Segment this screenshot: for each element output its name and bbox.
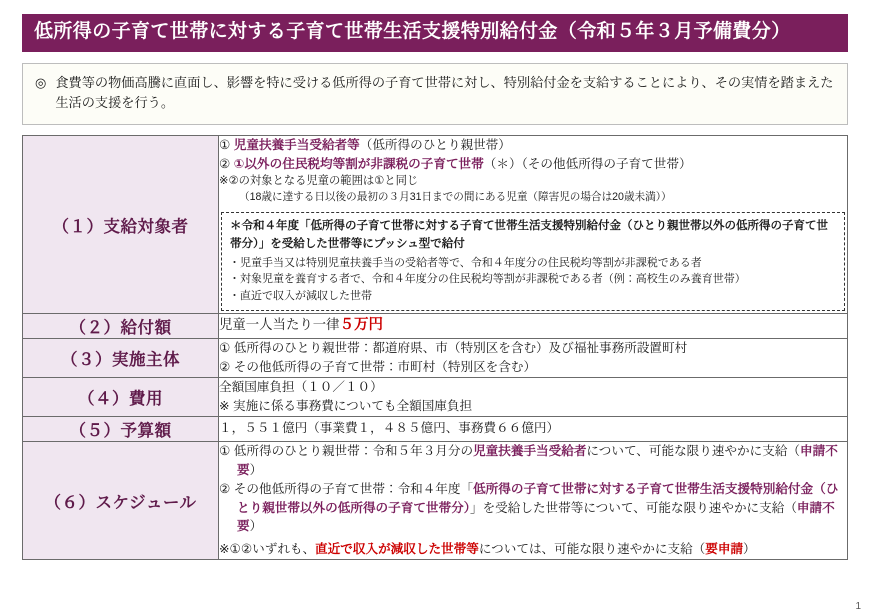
table-row	[23, 378, 848, 417]
budget-line-1: １，５５１億円（事業費１，４８５億円、事務費６６億円）	[219, 421, 560, 436]
schedule-text-3a: ※①②いずれも、	[219, 542, 316, 557]
cost-line-1: 全額国庫負担（１０／１０）	[219, 380, 383, 395]
row-content-cost	[219, 378, 848, 417]
schedule-text-2b: 」を受給した世帯等について、可能な限り速やかに支給（	[469, 500, 797, 515]
cost-line-2: ※ 実施に係る事務費についても全額国庫負担	[219, 398, 473, 413]
bullet-mark-icon: ◎	[35, 74, 47, 90]
schedule-text-1a: 低所得のひとり親世帯：令和５年３月分の	[233, 443, 474, 458]
page-title: 低所得の子育て世帯に対する子育て世帯生活支援特別給付金（令和５年３月予備費分）	[22, 14, 848, 52]
summary-table	[22, 135, 848, 561]
operator-line-2: ② その他低所得の子育て世帯：市町村（特別区を含む）	[219, 360, 537, 375]
row-content-operator	[219, 339, 848, 378]
schedule-item-1	[219, 442, 847, 480]
row-content-recipients	[219, 135, 848, 314]
lead-box	[22, 63, 848, 125]
amount-value: ５万円	[339, 317, 384, 334]
list-item: ・ 児童手当又は特別児童扶養手当の受給者等で、令和４年度分の住民税均等割が非課税である者	[230, 255, 837, 272]
recipient-rest-2: （＊）（その他低所得の子育て世帯）	[483, 156, 692, 171]
list-number: ②	[219, 481, 231, 496]
schedule-highlight-3a: 直近で収入が減収した世帯等	[315, 542, 479, 557]
page-number: 1	[855, 601, 861, 612]
lead-text: 食費等の物価高騰に直面し、影響を特に受ける低所得の子育て世帯に対し、特別給付金を支給することにより、その実情を踏まえた生活の支援を行う。	[55, 74, 834, 111]
row-content-budget	[219, 416, 848, 441]
row-label-budget: （５）予算額	[23, 416, 219, 441]
schedule-text-1b: について、可能な限り速やかに支給（	[586, 443, 801, 458]
recipient-highlight-2: ①以外の住民税均等割が非課税の子育て世帯	[233, 156, 484, 171]
table-row	[23, 339, 848, 378]
recipient-line-1	[219, 136, 847, 155]
recipient-rest-1: （低所得のひとり親世帯）	[359, 137, 511, 152]
row-label-recipients: （１）支給対象者	[23, 135, 219, 314]
schedule-item-2	[219, 480, 847, 537]
schedule-highlight-3b: 要申請	[705, 542, 744, 557]
list-item: ・ 直近で収入が減収した世帯	[230, 288, 837, 305]
schedule-text-3b: については、可能な限り速やかに支給（	[478, 542, 706, 557]
amount-line	[219, 317, 383, 332]
amount-prefix: 児童一人当たり一律	[219, 317, 340, 333]
row-content-schedule	[219, 441, 848, 559]
schedule-highlight-1a: 児童扶養手当受給者	[473, 443, 587, 458]
row-label-operator: （３）実施主体	[23, 339, 219, 378]
schedule-text-2a: その他低所得の子育て世帯：令和４年度「	[233, 481, 474, 496]
inner-box-list	[230, 255, 837, 305]
recipient-note: ※②の対象となる児童の範囲は①と同じ	[219, 175, 419, 188]
row-content-amount	[219, 314, 848, 339]
schedule-highlight-2a: 低所得の子育て世帯に対する子育て世帯生活支援特別給付金（ひとり親世帯以外の低所得の子育て世帯分）	[237, 481, 839, 515]
schedule-text-2c: ）	[249, 519, 263, 534]
schedule-text-3c: ）	[743, 542, 756, 557]
inner-box-header: ＊令和４年度「低所得の子育て世帯に対する子育て世帯生活支援特別給付金（ひとり親世帯以外の低所得の子育て世帯分）」を受給した世帯等にプッシュ型で給付	[230, 220, 828, 250]
table-row	[23, 135, 848, 314]
schedule-text-1c: ）	[249, 462, 263, 477]
list-item: ・ 対象児童を養育する者で、令和４年度分の住民税均等割が非課税である者（例：高校生のみ養育世帯）	[230, 271, 837, 288]
row-label-cost: （４）費用	[23, 378, 219, 417]
table-row	[23, 441, 848, 559]
schedule-highlight-1b: 申請不要	[237, 443, 838, 477]
recipient-note-sub: （18歳に達する日以後の最初の３月31日までの間にある児童（障害児の場合は20歳未満））	[239, 191, 672, 204]
schedule-item-3	[219, 540, 847, 559]
row-label-schedule: （６）スケジュール	[23, 441, 219, 559]
operator-line-1: ① 低所得のひとり親世帯：都道府県、市（特別区を含む）及び福祉事務所設置町村	[219, 341, 688, 356]
recipient-line-2	[219, 155, 847, 174]
list-number: ①	[219, 137, 231, 152]
table-row	[23, 314, 848, 339]
schedule-highlight-2b: 申請不要	[237, 500, 835, 534]
table-row	[23, 416, 848, 441]
row-label-amount: （２）給付額	[23, 314, 219, 339]
recipient-inner-box	[221, 212, 845, 311]
list-number: ①	[219, 443, 231, 458]
list-number: ②	[219, 156, 231, 171]
recipient-highlight-1: 児童扶養手当受給者等	[233, 137, 360, 152]
